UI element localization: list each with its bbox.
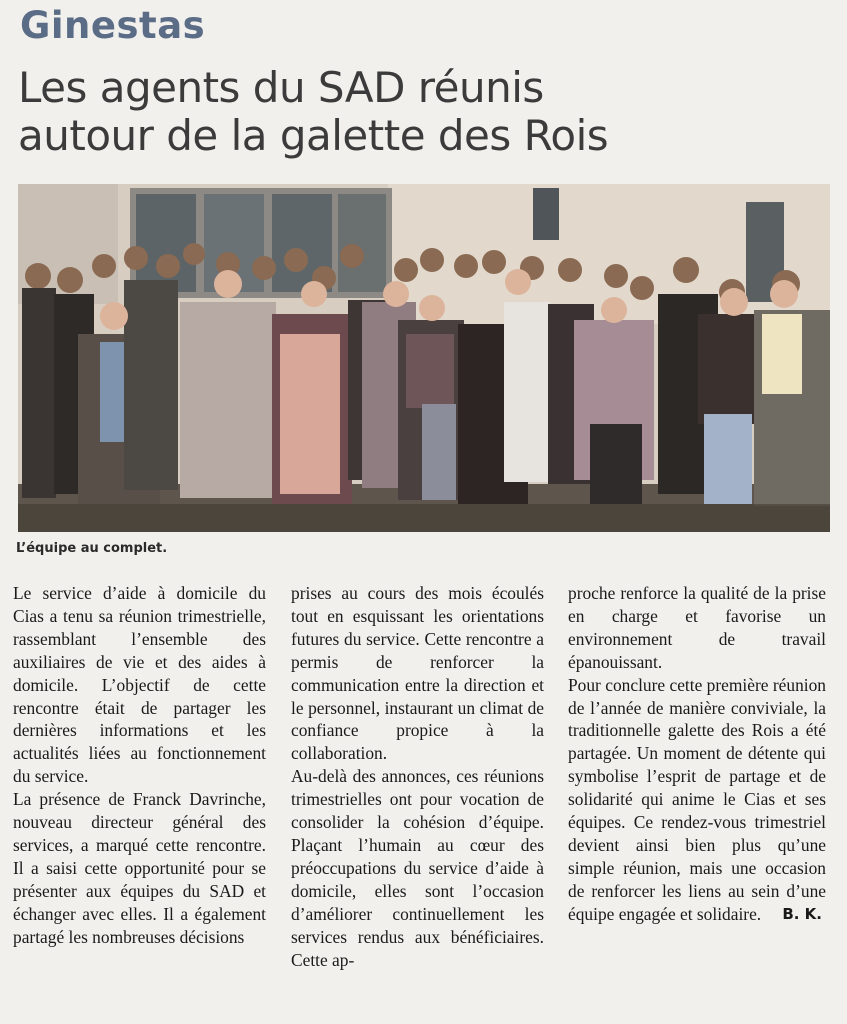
col1-paragraph-1: Le service d’aide à domicile du Cias a tenu sa réunion trimestrielle, rassemblant l’ensemble des auxiliaires de vie et des aides à domicile. L’objectif de cette rencontre était de partager les dernières informations et les actualités liées au fonctionnement du service. (13, 583, 266, 787)
column-3 (568, 582, 826, 926)
group-photo-illustration (18, 184, 830, 532)
col2-paragraph-2: Au-delà des annonces, ces réunions trimestrielles ont pour vocation de consolider la cohésion d’équipe. Plaçant l’humain au cœur des préoccupations du service d’aide à domicile, elles sont l’occasion d’améliorer continuellement les services rendus aux bénéficiaires. Cette ap- (291, 766, 544, 970)
col3-paragraph-2-text: Pour conclure cette première réunion de l’année de manière conviviale, la traditionnelle galette des Rois a été partagée. Un moment de détente qui symbolise l’esprit de partage et de solidarité qui anime le Cias et ses équipes. Ce rendez-vous trimestriel devient ainsi bien plus qu’une simple réunion, mais une occasion de renforcer les liens au sein d’une équipe engagée et solidaire. (568, 674, 826, 924)
column-1 (13, 582, 266, 949)
group-photo (18, 184, 830, 532)
headline (18, 64, 838, 160)
headline-line-2: autour de la galette des Rois (18, 111, 609, 160)
col2-paragraph-1: prises au cours des mois écoulés tout en esquissant les orientations futures du service. Cette rencontre a permis de renforcer la communication entre la direction et le personnel, instaurant un climat de confiance propice à la collaboration. (291, 583, 544, 764)
location-kicker: Ginestas (20, 4, 206, 47)
headline-line-1: Les agents du SAD réunis (18, 63, 544, 112)
column-2 (291, 582, 544, 971)
author-signature: B. K. (782, 904, 822, 923)
photo-caption: L’équipe au complet. (16, 541, 168, 556)
col1-paragraph-2: La présence de Franck Davrinche, nouveau directeur général des services, a marqué cette rencontre. Il a saisi cette opportunité pour se présenter aux équipes du SAD et échanger avec elles. Il a également partagé les nombreuses décisions (13, 789, 266, 947)
col3-paragraph-1: proche renforce la qualité de la prise en charge et favorise un environnement de travail épanouissant. (568, 583, 826, 672)
col3-paragraph-2 (568, 674, 826, 926)
